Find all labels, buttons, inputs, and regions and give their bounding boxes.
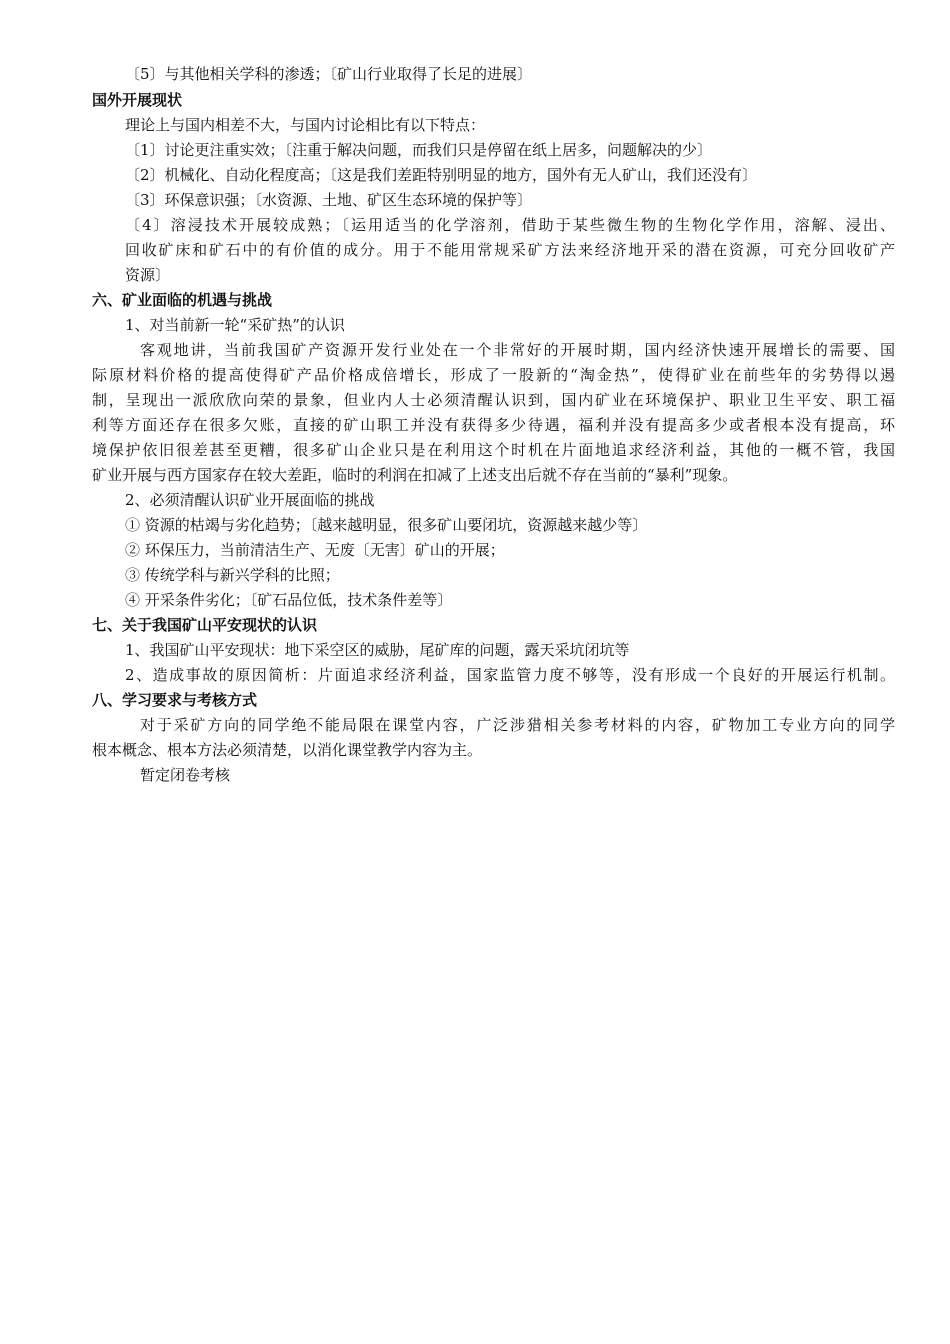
- text-line-feature-4-end: 资源〕: [125, 266, 171, 284]
- text-line-accident-causes: 2、造成事故的原因简析：片面追求经济利益，国家监管力度不够等，没有形成一个良好的开展运行机制。: [125, 666, 895, 684]
- list-item-challenge-2: ② 环保压力，当前清洁生产、无废〔无害〕矿山的开展；: [125, 541, 505, 559]
- heading-section-7: 七、关于我国矿山平安现状的认识: [92, 616, 318, 634]
- list-item-challenge-1: ① 资源的枯竭与劣化趋势；〔越来越明显，很多矿山要闭坑，资源越来越少等〕: [125, 516, 648, 534]
- paragraph-line-6: 矿业开展与西方国家存在较大差距，临时的利润在扣减了上述支出后就不存在当前的“暴利”现象。: [92, 466, 738, 484]
- subheading-challenges: 2、必须清醒认识矿业开展面临的挑战: [125, 491, 375, 509]
- text-line-feature-4-cont: 回收矿床和矿石中的有价值的成分。用于不能用常规采矿方法来经济地开采的潜在资源，可充分回收矿产: [125, 241, 895, 259]
- text-line-exam-method: 暂定闭卷考核: [140, 766, 231, 784]
- heading-foreign-status: 国外开展现状: [92, 91, 183, 109]
- paragraph-line-2: 际原材料价格的提高使得矿产品价格成倍增长，形成了一股新的“淘金热”，使得矿业在前些年的劣势得以遏: [92, 366, 895, 384]
- text-line-safety-status: 1、我国矿山平安现状：地下采空区的威胁，尾矿库的问题，露天采坑闭坑等: [125, 641, 630, 659]
- text-line-feature-3: 〔3〕环保意识强；〔水资源、土地、矿区生态环境的保护等〕: [125, 191, 533, 209]
- list-item-challenge-4: ④ 开采条件劣化；〔矿石品位低，技术条件差等〕: [125, 591, 453, 609]
- text-line-feature-4: 〔4〕溶浸技术开展较成熟；〔运用适当的化学溶剂，借助于某些微生物的生物化学作用，溶解、浸出、: [125, 216, 895, 234]
- heading-section-6: 六、矿业面临的机遇与挑战: [92, 291, 273, 309]
- text-line-theory-intro: 理论上与国内相差不大，与国内讨论相比有以下特点：: [125, 116, 486, 134]
- list-item-challenge-3: ③ 传统学科与新兴学科的比照；: [125, 566, 340, 584]
- paragraph-line-1: 客观地讲，当前我国矿产资源开发行业处在一个非常好的开展时期，国内经济快速开展增长的需要、国: [140, 341, 895, 359]
- paragraph-line-3: 制，呈现出一派欣欣向荣的景象，但业内人士必须清醒认识到，国内矿业在环境保护、职业卫生平安、职工福: [92, 391, 895, 409]
- text-line-feature-2: 〔2〕机械化、自动化程度高；〔这是我们差距特别明显的地方，国外有无人矿山，我们还没有〕: [125, 166, 758, 184]
- paragraph-line-5: 境保护依旧很差甚至更糟，很多矿山企业只是在利用这个时机在片面地追求经济利益，其他的一概不管，我国: [92, 441, 895, 459]
- subheading-mining-boom: 1、对当前新一轮“采矿热”的认识: [125, 316, 345, 334]
- text-line-feature-1: 〔1〕讨论更注重实效；〔注重于解决问题，而我们只是停留在纸上居多，问题解决的少〕: [125, 141, 713, 159]
- paragraph-line-4: 利等方面还存在很多欠账，直接的矿山职工并没有获得多少待遇，福利并没有提高多少或者根本没有提高，环: [92, 416, 895, 434]
- text-line-item-5: 〔5〕与其他相关学科的渗透；〔矿山行业取得了长足的进展〕: [125, 65, 533, 83]
- paragraph-requirements-line-2: 根本概念、根本方法必须清楚，以消化课堂教学内容为主。: [92, 741, 483, 759]
- paragraph-requirements-line-1: 对于采矿方向的同学绝不能局限在课堂内容，广泛涉猎相关参考材料的内容，矿物加工专业方向的同学: [140, 716, 895, 734]
- heading-section-8: 八、学习要求与考核方式: [92, 691, 258, 709]
